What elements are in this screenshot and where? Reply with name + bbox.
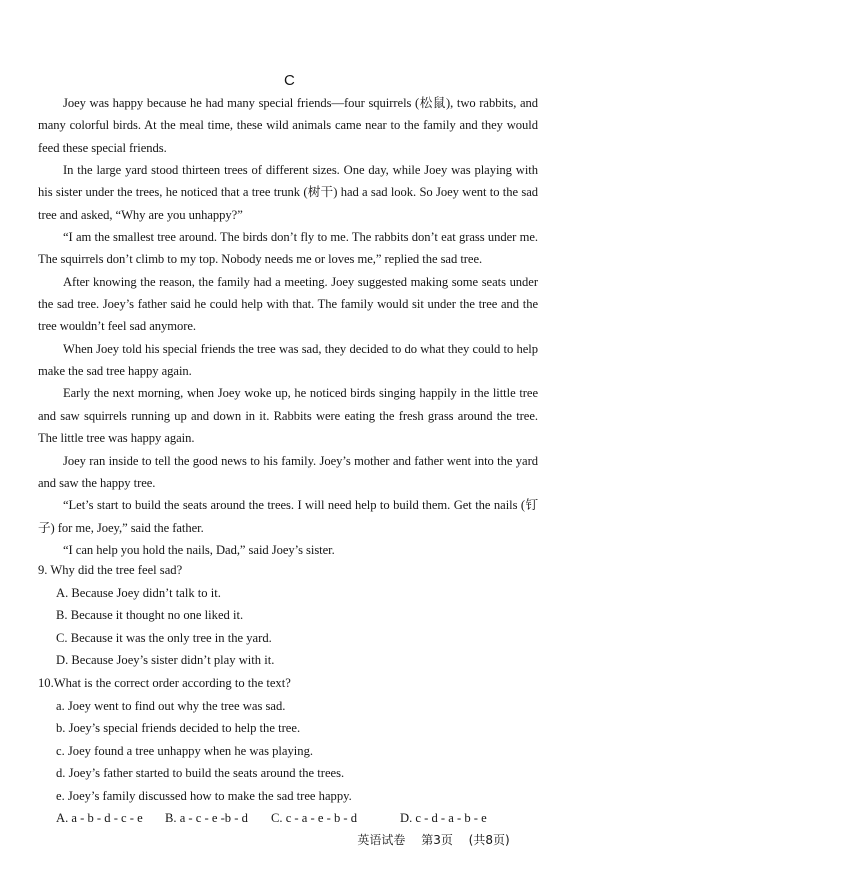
answer-choice-d: D. c - d - a - b - e [400, 811, 487, 825]
answer-choice-a: A. a - b - d - c - e [56, 811, 143, 825]
passage-paragraph: “Let’s start to build the seats around the trees. I will need help to build them. Get the nails (钉子) for me, Joey,” said the father. [38, 498, 538, 535]
answer-option-b: B. Because it thought no one liked it. [56, 608, 244, 623]
answer-choice-b: B. a - c - e -b - d [165, 811, 248, 825]
footer-total-pages: (共8页) [468, 833, 510, 847]
event-item: b. Joey’s special friends decided to help the tree. [56, 721, 301, 736]
passage-paragraph: “I am the smallest tree around. The birds don’t fly to me. The rabbits don’t eat grass under me. The squirrels don’t climb to my top. Nobody needs me or loves me,” replied the sad tree. [38, 230, 538, 267]
answer-option-a: A. Because Joey didn’t talk to it. [56, 585, 221, 600]
question-10 [38, 672, 352, 808]
passage-paragraph: After knowing the reason, the family had a meeting. Joey suggested making some seats under the sad tree. Joey’s father said he could help with that. The family would sit under the tree and the tree wouldn’t feel sad anymore. [38, 274, 538, 334]
event-item: e. Joey’s family discussed how to make the sad tree happy. [56, 788, 352, 803]
answer-option-c: C. Because it was the only tree in the yard. [56, 630, 272, 645]
passage-paragraph: In the large yard stood thirteen trees of different sizes. One day, while Joey was playing with his sister under the trees, he noticed that a tree trunk (树干) had a sad look. So Joey went to the sad tree and asked, “Why are you unhappy?” [38, 163, 538, 222]
question-9 [38, 559, 274, 672]
passage-paragraph: “I can help you hold the nails, Dad,” said Joey’s sister. [63, 542, 335, 557]
passage-paragraph: Joey ran inside to tell the good news to his family. Joey’s mother and father went into the yard and saw the happy tree. [38, 453, 538, 490]
question-stem: 9. Why did the tree feel sad? [38, 563, 183, 577]
answer-option-d: D. Because Joey’s sister didn’t play with it. [56, 653, 275, 668]
passage-paragraph: Early the next morning, when Joey woke up, he noticed birds singing happily in the little tree and saw squirrels running up and down in it. Rabbits were eating the fresh grass around the tree. The little tree was happy again. [38, 386, 538, 446]
question-stem: 10.What is the correct order according to the text? [38, 676, 291, 690]
passage-paragraph: Joey was happy because he had many special friends—four squirrels (松鼠), two rabbits, and many colorful birds. At the meal time, these wild animals came near to the family and they would feed these special friends. [38, 96, 538, 155]
answer-choice-c: C. c - a - e - b - d [271, 811, 358, 825]
footer-page-number: 第3页 [421, 833, 453, 847]
event-item: a. Joey went to find out why the tree was sad. [56, 698, 286, 713]
footer-subject: 英语试卷 [357, 833, 406, 847]
reading-passage [38, 92, 538, 561]
event-item: c. Joey found a tree unhappy when he was playing. [56, 743, 314, 758]
event-item: d. Joey’s father started to build the seats around the trees. [56, 766, 345, 781]
page-footer [0, 831, 867, 848]
passage-paragraph: When Joey told his special friends the tree was sad, they decided to do what they could to help make the sad tree happy again. [38, 341, 538, 379]
section-heading: C [284, 72, 295, 89]
